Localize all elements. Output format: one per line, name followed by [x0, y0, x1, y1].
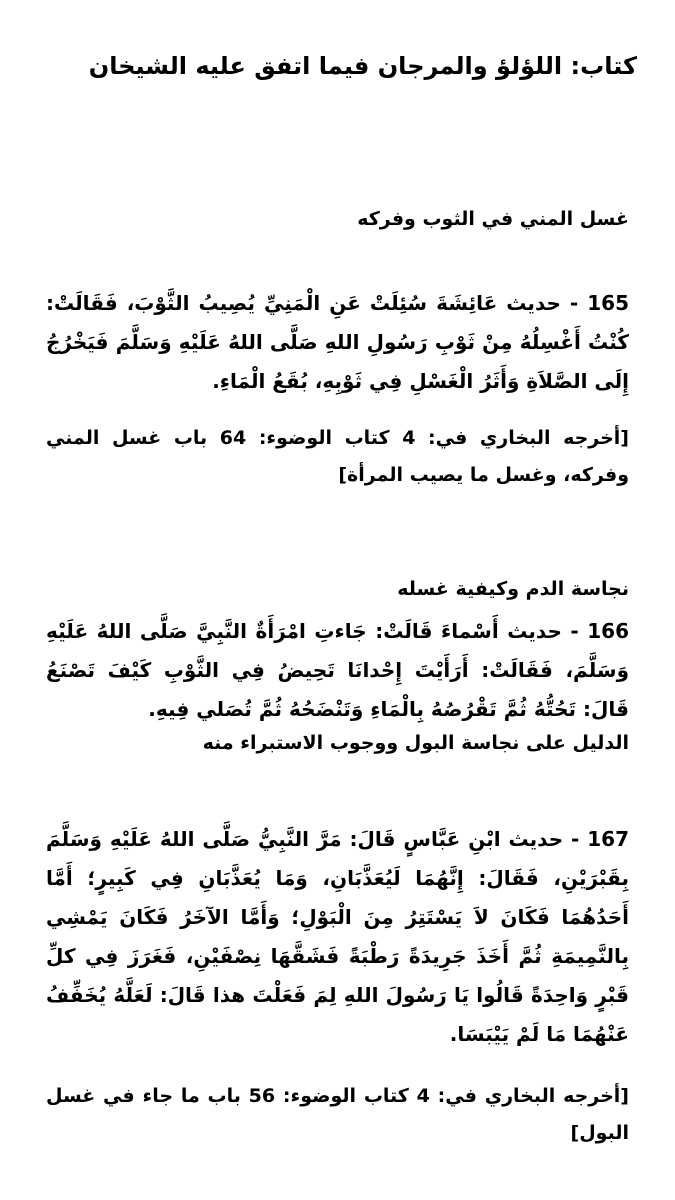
hadith-number: 167: [587, 827, 629, 851]
hadith-text: - حديث أَسْماءَ قَالَتْ: جَاءتِ امْرَأَةٌ النَّبِيَّ صَلَّى اللهُ عَلَيْهِ وَسَلَّمَ، فَقَالَتْ: أَرَأَيْتَ إِحْدانَا تَحِيضُ فِي الثَّوْبِ كَيْفَ تَصْنَعُ قَالَ: تَحُتُّهُ ثُمَّ تَقْرُصُهُ بِالْمَاءِ وَتَنْضَحُهُ ثُمَّ تُصَلي فِيهِ.: [46, 619, 629, 721]
hadith-165: [46, 284, 629, 401]
hadith-number: 166: [587, 619, 629, 643]
hadith-number: 165: [587, 291, 629, 315]
section-heading-blood-impurity: نجاسة الدم وكيفية غسله: [397, 578, 629, 600]
hadith-165-reference: [أخرجه البخاري في: 4 كتاب الوضوء: 64 باب غسل المني وفركه، وغسل ما يصيب المرأة]: [46, 427, 629, 486]
hadith-text: - حديث ابْنِ عَبَّاسٍ قَالَ: مَرَّ النَّبِيُّ صَلَّى اللهُ عَلَيْهِ وَسَلَّمَ بِقَبْرَيْنِ، فَقَالَ: إِنَّهُمَا لَيُعَذَّبَانِ، وَمَا يُعَذَّبَانِ فِي كَبِيرٍ؛ أَمَّا أَحَدُهُمَا فَكَانَ لاَ يَسْتَتِرُ مِنَ الْبَوْلِ؛ وَأَمَّا الآخَرُ فَكَانَ يَمْشِي بِالنَّمِيمَةِ ثُمَّ أَخَذَ جَرِيدَةً رَطْبَةً فَشَقَّهَا نِصْفَيْنِ، فَغَرَزَ فِي كلِّ قَبْرٍ وَاحِدَةً قَالُوا يَا رَسُولَ اللهِ لِمَ فَعَلْتَ هذا قَالَ: لَعَلَّهُ يُخَفِّفُ عَنْهُمَا مَا لَمْ يَيْبَسَا.: [46, 827, 629, 1046]
hadith-text: - حديث عَائِشَةَ سُئِلَتْ عَنِ الْمَنِيِّ يُصِيبُ الثَّوْبَ، فَقَالَتْ: كُنْتُ أَغْسِلُهُ مِنْ ثَوْبِ رَسُولِ اللهِ صَلَّى اللهُ عَلَيْهِ وَسَلَّمَ فَيَخْرُجُ إِلَى الصَّلاَةِ وَأَثَرُ الْغَسْلِ فِي ثَوْبِهِ، بُقَعُ الْمَاءِ.: [46, 291, 629, 393]
section-heading-semen-washing: غسل المني في الثوب وفركه: [357, 208, 629, 230]
section-heading-urine-impurity: الدليل على نجاسة البول ووجوب الاستبراء منه: [202, 732, 629, 754]
hadith-166: [46, 612, 629, 729]
hadith-167: [46, 820, 629, 1054]
hadith-167-reference: [أخرجه البخاري في: 4 كتاب الوضوء: 56 باب ما جاء في غسل البول]: [46, 1085, 629, 1144]
book-title: كتاب: اللؤلؤ والمرجان فيما اتفق عليه الشيخان: [88, 52, 637, 80]
